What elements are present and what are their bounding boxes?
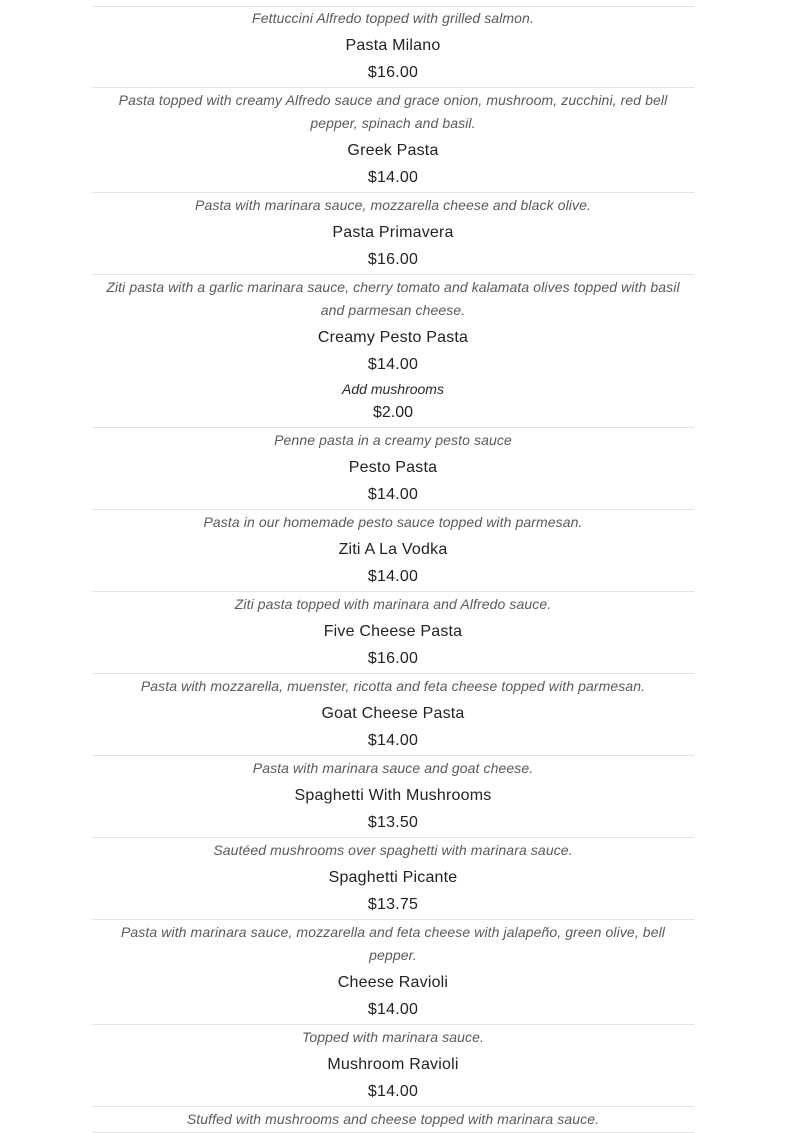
item-price: $14.00	[367, 732, 419, 749]
item-name: Greek Pasta	[347, 142, 439, 159]
item-name: Five Cheese Pasta	[323, 623, 463, 640]
item-description: Pasta topped with creamy Alfredo sauce and grace onion, mushroom, zucchini, red bell pepper, spinach and basil.	[92, 87, 694, 135]
item-description: Pasta in our homemade pesto sauce topped with parmesan.	[92, 509, 694, 534]
menu-item-pesto-pasta	[92, 452, 694, 534]
menu-item-pasta-milano	[92, 30, 694, 135]
item-description: Fettuccini Alfredo topped with grilled salmon.	[252, 10, 534, 26]
item-price: $13.50	[367, 814, 419, 831]
item-description: Ziti pasta with a garlic marinara sauce, cherry tomato and kalamata olives topped with basil and parmesan cheese.	[92, 274, 694, 322]
item-name: Pesto Pasta	[348, 459, 438, 476]
item-price: $14.00	[367, 1001, 419, 1018]
item-price: $14.00	[367, 356, 419, 373]
item-name: Pasta Milano	[345, 37, 441, 54]
item-description: Pasta with marinara sauce, mozzarella and feta cheese with jalapeño, green olive, bell pepper.	[92, 919, 694, 967]
item-price: $13.75	[367, 896, 419, 913]
addon-option	[92, 375, 694, 423]
item-price: $14.00	[367, 169, 419, 186]
divider	[92, 0, 694, 7]
menu-item-spaghetti-with-mushrooms	[92, 780, 694, 862]
item-price: $14.00	[367, 568, 419, 585]
menu-item-pasta-primavera	[92, 217, 694, 322]
menu-item-cheese-ravioli	[92, 967, 694, 1049]
item-price: $14.00	[367, 486, 419, 503]
item-description: Pasta with marinara sauce, mozzarella cheese and black olive.	[92, 192, 694, 217]
item-name: Mushroom Ravioli	[327, 1056, 459, 1073]
menu-item-mushroom-ravioli	[92, 1049, 694, 1131]
item-name: Goat Cheese Pasta	[321, 705, 465, 722]
addon-name: Add mushrooms	[342, 381, 444, 397]
item-price: $16.00	[367, 251, 419, 268]
item-name: Creamy Pesto Pasta	[317, 329, 469, 346]
item-name: Ziti A La Vodka	[338, 541, 448, 558]
item-description: Pasta with mozzarella, muenster, ricotta and feta cheese topped with parmesan.	[92, 673, 694, 698]
pasta-menu-list	[92, 0, 694, 1133]
item-name: Cheese Ravioli	[337, 974, 449, 991]
item-price: $16.00	[367, 650, 419, 667]
menu-item-goat-cheese-pasta	[92, 698, 694, 780]
menu-item-creamy-pesto-pasta	[92, 322, 694, 452]
item-description: Topped with marinara sauce.	[92, 1024, 694, 1049]
item-name: Spaghetti Picante	[328, 869, 458, 886]
addon-price: $2.00	[372, 404, 414, 421]
item-price: $16.00	[367, 64, 419, 81]
menu-item-five-cheese-pasta	[92, 616, 694, 698]
menu-item-spaghetti-picante	[92, 862, 694, 967]
menu-item-ziti-a-la-vodka	[92, 534, 694, 616]
item-name: Spaghetti With Mushrooms	[294, 787, 492, 804]
item-price: $14.00	[367, 1083, 419, 1100]
item-description: Pasta with marinara sauce and goat cheese.	[92, 755, 694, 780]
item-description: Stuffed with mushrooms and cheese topped with marinara sauce.	[92, 1106, 694, 1131]
item-description: Sautéed mushrooms over spaghetti with marinara sauce.	[92, 837, 694, 862]
item-name: Pasta Primavera	[332, 224, 454, 241]
menu-item-greek-pasta	[92, 135, 694, 217]
item-description: Penne pasta in a creamy pesto sauce	[92, 427, 694, 452]
item-description: Ziti pasta topped with marinara and Alfredo sauce.	[92, 591, 694, 616]
